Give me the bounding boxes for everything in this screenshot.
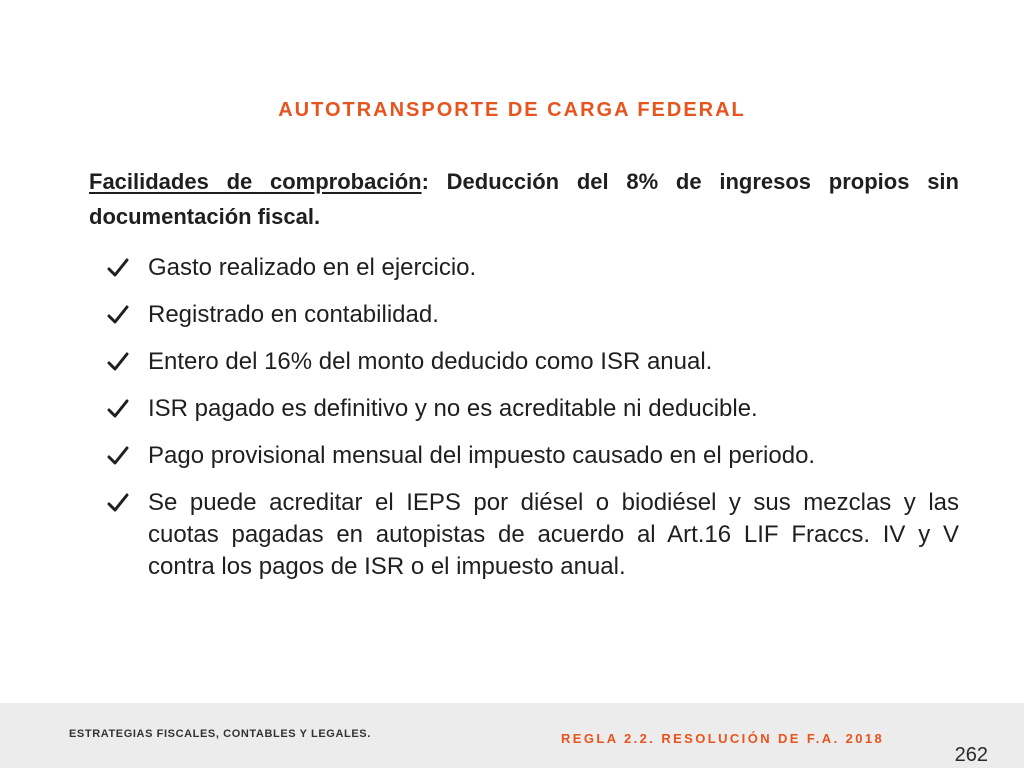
list-item-text: Se puede acreditar el IEPS por diésel o biodiésel y sus mezclas y las cuotas pagadas en autopistas de acuerdo al Art.16 LIF Fraccs. IV y V contra los pagos de ISR o el impuesto anual. xyxy=(148,489,959,580)
check-icon xyxy=(107,299,148,331)
intro-underlined-heading: Facilidades de comprobación xyxy=(89,169,422,194)
intro-paragraph xyxy=(89,164,959,234)
list-item xyxy=(107,487,959,583)
list-item xyxy=(107,440,959,472)
list-item xyxy=(107,393,959,425)
footer-rule-reference: REGLA 2.2. RESOLUCIÓN DE F.A. 2018 xyxy=(561,731,885,746)
list-item-text: ISR pagado es definitivo y no es acreditable ni deducible. xyxy=(148,395,758,422)
check-icon xyxy=(107,487,148,519)
intro-text: : Deducción del 8% de ingresos propios sin documentación fiscal. xyxy=(89,169,959,229)
check-icon xyxy=(107,346,148,378)
list-item xyxy=(107,252,959,284)
footer-company: ESTRATEGIAS FISCALES, CONTABLES Y LEGALES. xyxy=(69,728,371,740)
check-icon xyxy=(107,252,148,284)
check-icon xyxy=(107,440,148,472)
list-item-text: Pago provisional mensual del impuesto causado en el periodo. xyxy=(148,442,816,469)
list-item-text: Registrado en contabilidad. xyxy=(148,301,439,328)
list-item-text: Gasto realizado en el ejercicio. xyxy=(148,254,477,281)
checklist xyxy=(107,252,959,598)
slide-title: AUTOTRANSPORTE DE CARGA FEDERAL xyxy=(278,99,746,121)
page-number: 262 xyxy=(954,744,988,766)
list-item-text: Entero del 16% del monto deducido como ISR anual. xyxy=(148,348,713,375)
list-item xyxy=(107,346,959,378)
list-item xyxy=(107,299,959,331)
check-icon xyxy=(107,393,148,425)
